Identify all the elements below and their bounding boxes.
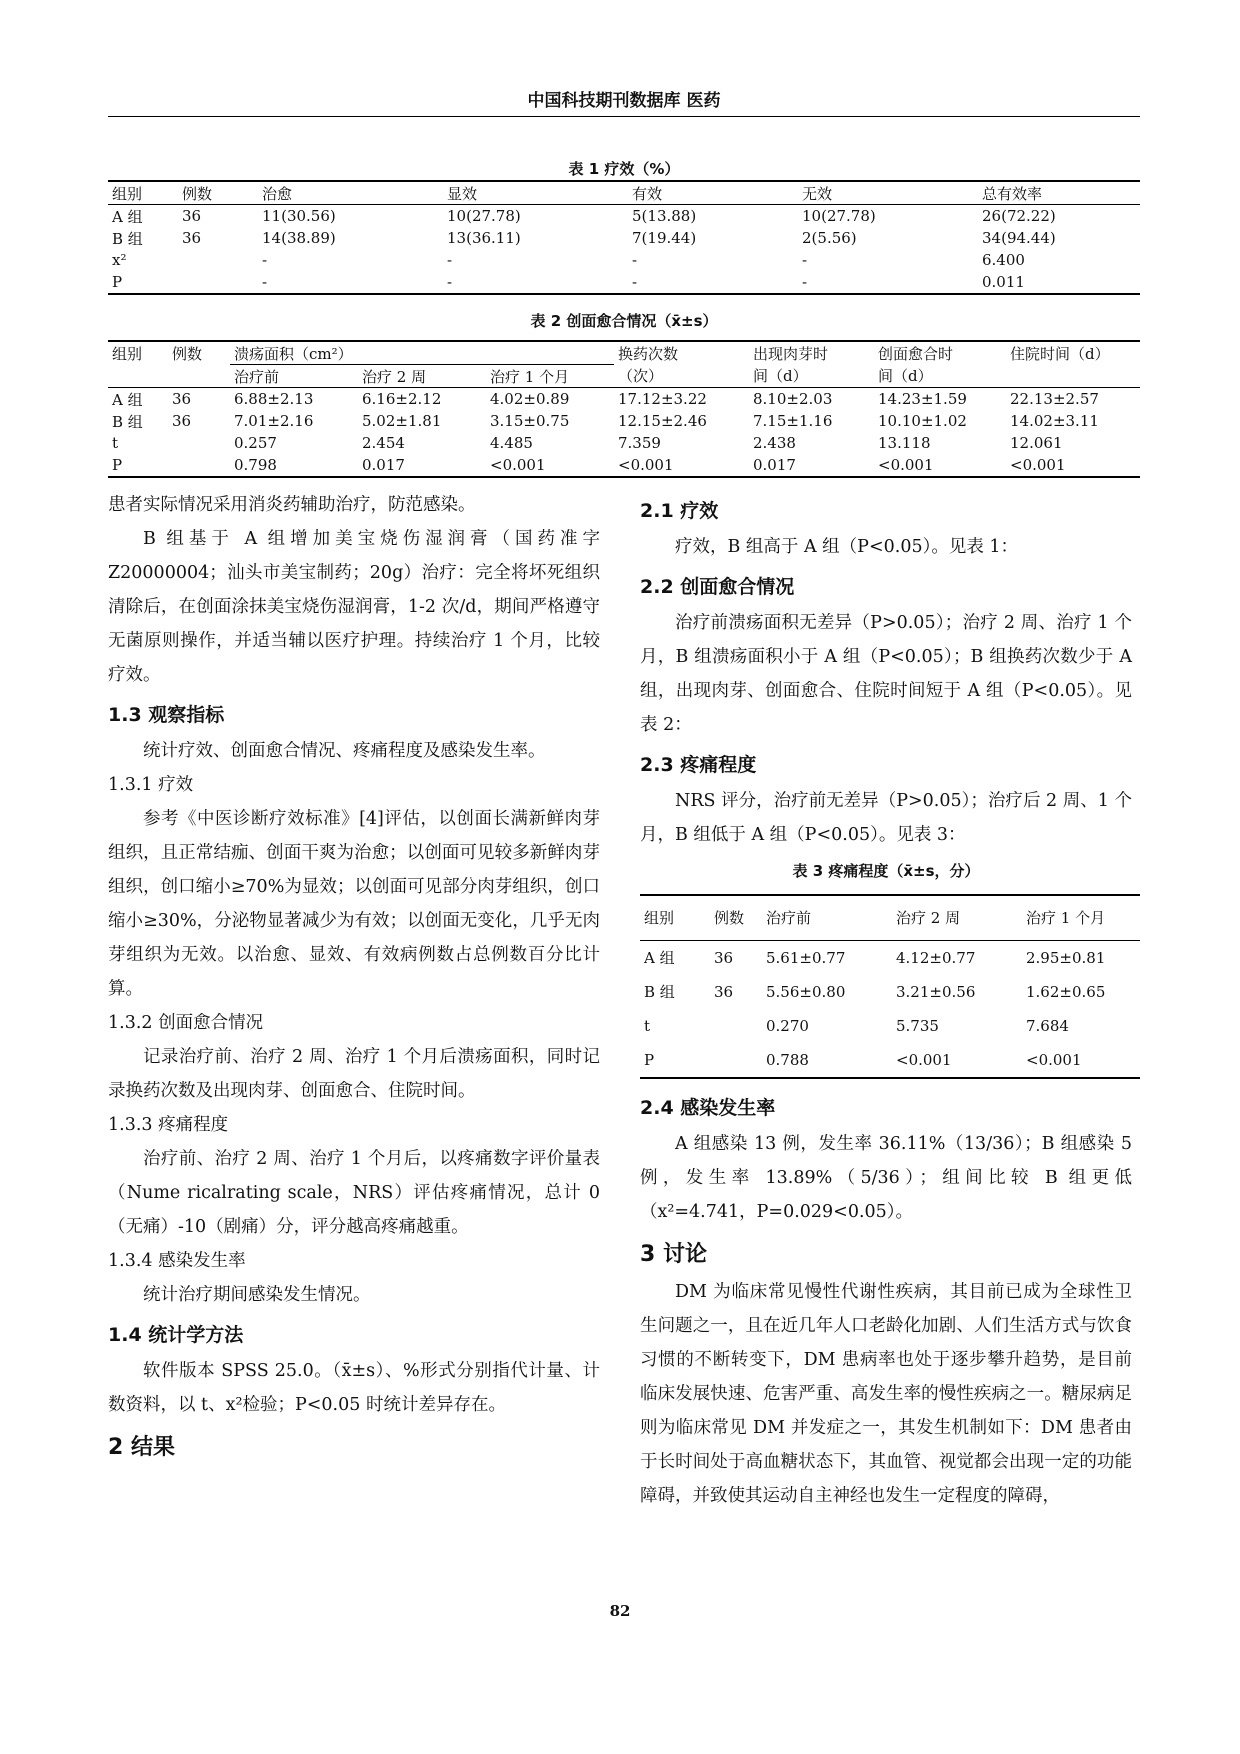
table-cell: P	[640, 1043, 710, 1078]
table3-header-cell: 治疗前	[762, 895, 892, 941]
chapter-heading: 3 讨论	[640, 1242, 707, 1267]
table-cell: 36	[714, 949, 734, 967]
table1-header-cell: 总有效率	[978, 181, 1140, 205]
table2-header-cell: 出现肉芽时	[749, 341, 874, 365]
table-cell: A 组	[112, 207, 143, 226]
table-row	[640, 975, 1140, 1009]
table-cell: -	[798, 271, 978, 294]
table-cell: 12.15±2.46	[618, 412, 707, 430]
table-cell: A 组	[644, 949, 675, 967]
table-cell: 14(38.89)	[262, 229, 336, 247]
table-cell: 7.359	[618, 434, 661, 452]
table-cell: 10(27.78)	[802, 207, 876, 225]
table3	[640, 894, 1140, 1079]
table-cell: 17.12±3.22	[618, 390, 707, 408]
table2-caption: 表 2 创面愈合情况（x̄±s）	[530, 312, 718, 330]
table-cell: 10.10±1.02	[878, 412, 967, 430]
table2-empty-cell	[1006, 365, 1140, 388]
table-cell: t	[644, 1017, 651, 1035]
paragraph: NRS 评分，治疗前无差异（P>0.05）；治疗后 2 周、1 个月，B 组低于 A 组（P<0.05）。见表 3：	[640, 791, 1132, 845]
paragraph: 患者实际情况采用消炎药辅助治疗，防范感染。	[108, 495, 476, 515]
table-cell: 0.257	[234, 434, 277, 452]
section-heading: 1.3 观察指标	[108, 704, 225, 726]
table-cell: 34(94.44)	[982, 229, 1056, 247]
table-cell: 7.15±1.16	[753, 412, 833, 430]
table3-header-row	[640, 895, 1140, 941]
table1-header-cell: 有效	[628, 181, 798, 205]
table-cell: 2(5.56)	[802, 229, 857, 247]
table-cell: 36	[172, 390, 192, 408]
table2-header-cell: 治疗 2 周	[358, 365, 486, 388]
table-row	[640, 1043, 1140, 1078]
table-cell: -	[258, 271, 443, 294]
table-cell: 6.88±2.13	[234, 390, 314, 408]
table-cell: t	[112, 434, 119, 452]
table2-header-cell: 住院时间（d）	[1006, 341, 1140, 365]
table-cell: 2.454	[362, 434, 405, 452]
table3-header-cell: 治疗 1 个月	[1022, 895, 1140, 941]
table-cell: B 组	[644, 983, 675, 1001]
subsection-heading: 1.3.3 疼痛程度	[108, 1115, 229, 1135]
table-cell: 5.735	[896, 1017, 939, 1035]
paragraph: A 组感染 13 例，发生率 36.11%（13/36）；B 组感染 5 例，发生率 13.89%（5/36）；组间比较 B 组更低（x²=4.741，P=0.029<0.05）。	[640, 1134, 1132, 1222]
table-cell: 3.15±0.75	[490, 412, 570, 430]
table-row	[640, 1009, 1140, 1043]
page-number: 82	[609, 1602, 631, 1620]
table-cell: 0.011	[978, 271, 1140, 294]
table2-header-cell: 例数	[168, 341, 230, 365]
table-cell: A 组	[112, 390, 143, 409]
table-cell: 4.12±0.77	[896, 949, 976, 967]
paragraph: 统计疗效、创面愈合情况、疼痛程度及感染发生率。	[143, 741, 546, 761]
table-cell: 10(27.78)	[447, 207, 521, 225]
table-cell: 2.95±0.81	[1026, 949, 1106, 967]
table-cell: <0.001	[614, 454, 749, 477]
table-cell: -	[628, 271, 798, 294]
table-cell: 7.01±2.16	[234, 412, 314, 430]
table-row	[108, 388, 1140, 411]
section-heading: 2.3 疼痛程度	[640, 754, 757, 776]
table2-empty-cell	[168, 365, 230, 388]
table3-header-cell: 例数	[710, 895, 762, 941]
table-cell: -	[447, 251, 453, 269]
table-cell	[710, 1043, 762, 1078]
table1-header-cell: 无效	[798, 181, 978, 205]
table-cell: -	[802, 251, 808, 269]
table-cell: 5.61±0.77	[766, 949, 846, 967]
table-cell	[168, 454, 230, 477]
table-cell: 5.02±1.81	[362, 412, 442, 430]
journal-header: 中国科技期刊数据库 医药	[527, 91, 721, 111]
table-cell: 8.10±2.03	[753, 390, 833, 408]
table-cell: 6.400	[982, 251, 1025, 269]
table-cell	[168, 432, 230, 454]
table-cell: 13(36.11)	[447, 229, 521, 247]
table-row	[108, 205, 1140, 228]
table-cell: 7(19.44)	[632, 229, 697, 247]
chapter-heading: 2 结果	[108, 1435, 175, 1460]
table-cell: 0.788	[762, 1043, 892, 1078]
table-row	[640, 941, 1140, 976]
table3-caption: 表 3 疼痛程度（x̄±s，分）	[792, 862, 980, 880]
table-cell: 3.21±0.56	[896, 983, 976, 1001]
subsection-heading: 1.3.4 感染发生率	[108, 1251, 246, 1271]
paragraph: B 组基于 A 组增加美宝烧伤湿润膏（国药准字 Z20000004；汕头市美宝制药；20g）治疗：完全将坏死组织清除后，在创面涂抹美宝烧伤湿润膏，1-2 次/d，期间严格遵守无菌原则操作，并适当辅以医疗护理。持续治疗 1 个月，比较疗效。	[108, 529, 600, 685]
table1-caption: 表 1 疗效（%）	[568, 160, 680, 178]
section-heading: 2.4 感染发生率	[640, 1097, 776, 1119]
table-cell: 36	[182, 229, 202, 247]
table-cell: 4.485	[490, 434, 533, 452]
table-cell: <0.001	[1022, 1043, 1140, 1078]
table-cell: <0.001	[874, 454, 1006, 477]
section-heading: 2.2 创面愈合情况	[640, 576, 795, 598]
table1-header-cell: 显效	[443, 181, 628, 205]
table-row	[108, 271, 1140, 294]
table-cell: 11(30.56)	[262, 207, 336, 225]
table-cell: 4.02±0.89	[490, 390, 570, 408]
right-column	[640, 488, 1132, 1513]
table2	[108, 340, 1140, 478]
paragraph: 软件版本 SPSS 25.0。（x̄±s）、%形式分别指代计量、计数资料，以 t、x²检验；P<0.05 时统计差异存在。	[108, 1361, 600, 1415]
table-row	[108, 454, 1140, 477]
table2-header-row	[108, 341, 1140, 365]
table-cell: <0.001	[1006, 454, 1140, 477]
subsection-heading: 1.3.1 疗效	[108, 775, 194, 795]
table2-header-cell: 换药次数	[614, 341, 749, 365]
table1-header-cell: 例数	[178, 181, 258, 205]
table-cell: -	[632, 251, 638, 269]
table-cell: -	[262, 251, 268, 269]
table-cell: P	[108, 271, 178, 294]
table1-header-cell: 治愈	[258, 181, 443, 205]
table-row	[108, 249, 1140, 271]
table1-header-row	[108, 181, 1140, 205]
table2-empty-cell	[108, 365, 168, 388]
table3-header-cell: 组别	[640, 895, 710, 941]
table2-header-cell: 组别	[108, 341, 168, 365]
left-column	[108, 488, 600, 1468]
table-cell: 26(72.22)	[982, 207, 1056, 225]
paragraph: 治疗前溃疡面积无差异（P>0.05）；治疗 2 周、治疗 1 个月，B 组溃疡面积小于 A 组（P<0.05）；B 组换药次数少于 A 组，出现肉芽、创面愈合、住院时间短于 A 组（P<0.05）。见表 2：	[640, 613, 1132, 735]
table-cell: 14.02±3.11	[1010, 412, 1099, 430]
subsection-heading: 1.3.2 创面愈合情况	[108, 1013, 264, 1033]
section-heading: 1.4 统计学方法	[108, 1324, 244, 1346]
table-cell: 13.118	[878, 434, 931, 452]
table2-header-cell: 治疗前	[230, 365, 358, 388]
table-cell: 7.684	[1026, 1017, 1069, 1035]
table-row	[108, 410, 1140, 432]
table-cell: 0.270	[766, 1017, 809, 1035]
table-cell: 36	[172, 412, 192, 430]
table-cell: 36	[182, 207, 202, 225]
header-rule	[108, 116, 1140, 117]
table-cell: 5(13.88)	[632, 207, 697, 225]
table-cell	[710, 1009, 762, 1043]
table-cell	[178, 271, 258, 294]
table-cell: -	[443, 271, 628, 294]
table2-subheader-row	[108, 365, 1140, 388]
paragraph: DM 为临床常见慢性代谢性疾病，其目前已成为全球性卫生问题之一，且在近几年人口老龄化加剧、人们生活方式与饮食习惯的不断转变下，DM 患病率也处于逐步攀升趋势，是目前临床发展快速、危害严重、高发生率的慢性疾病之一。糖尿病足则为临床常见 DM 并发症之一，其发生机制如下：DM 患者由于长时间处于高血糖状态下，其血管、视觉都会出现一定的功能障碍，并致使其运动自主神经也发生一定程度的障碍，	[640, 1282, 1132, 1506]
table1-header-cell: 组别	[108, 181, 178, 205]
table-cell: 2.438	[753, 434, 796, 452]
table-cell: B 组	[112, 412, 143, 431]
table2-header-cell: （次）	[614, 365, 749, 388]
table-cell: 5.56±0.80	[766, 983, 846, 1001]
table-cell: P	[108, 454, 168, 477]
paragraph: 治疗前、治疗 2 周、治疗 1 个月后，以疼痛数字评价量表（Nume ricalrating scale，NRS）评估疼痛情况，总计 0（无痛）-10（剧痛）分，评分越高疼痛越重。	[108, 1149, 600, 1237]
table-cell: 22.13±2.57	[1010, 390, 1099, 408]
table-cell	[178, 249, 258, 271]
table-cell: x²	[112, 251, 127, 269]
table-cell: 0.017	[749, 454, 874, 477]
table2-header-cell: 间（d）	[749, 365, 874, 388]
table-row	[108, 432, 1140, 454]
table3-header-cell: 治疗 2 周	[892, 895, 1022, 941]
table2-header-cell: 间（d）	[874, 365, 1006, 388]
table-cell: 0.798	[230, 454, 358, 477]
table-cell: 12.061	[1010, 434, 1063, 452]
table1	[108, 180, 1140, 295]
paragraph: 统计治疗期间感染发生情况。	[143, 1285, 371, 1305]
table-cell: 36	[714, 983, 734, 1001]
paragraph: 参考《中医诊断疗效标准》[4]评估，以创面长满新鲜肉芽组织，且正常结痂、创面干爽为治愈；以创面可见较多新鲜肉芽组织，创口缩小≥70%为显效；以创面可见部分肉芽组织，创口缩小≥30%，分泌物显著减少为有效；以创面无变化，几乎无肉芽组织为无效。以治愈、显效、有效病例数占总例数百分比计算。	[108, 809, 600, 999]
table-cell: 1.62±0.65	[1026, 983, 1106, 1001]
table2-header-cell: 溃疡面积（cm²）	[230, 341, 614, 365]
table-row	[108, 227, 1140, 249]
paragraph: 疗效，B 组高于 A 组（P<0.05）。见表 1：	[675, 537, 1019, 557]
table-cell: <0.001	[486, 454, 614, 477]
table-cell: 14.23±1.59	[878, 390, 967, 408]
table-cell: 6.16±2.12	[362, 390, 442, 408]
section-heading: 2.1 疗效	[640, 500, 719, 522]
table2-header-cell: 治疗 1 个月	[486, 365, 614, 388]
table-cell: 0.017	[358, 454, 486, 477]
table2-header-cell: 创面愈合时	[874, 341, 1006, 365]
table-cell: <0.001	[892, 1043, 1022, 1078]
table-cell: B 组	[112, 229, 143, 248]
paragraph: 记录治疗前、治疗 2 周、治疗 1 个月后溃疡面积，同时记录换药次数及出现肉芽、创面愈合、住院时间。	[108, 1047, 600, 1101]
